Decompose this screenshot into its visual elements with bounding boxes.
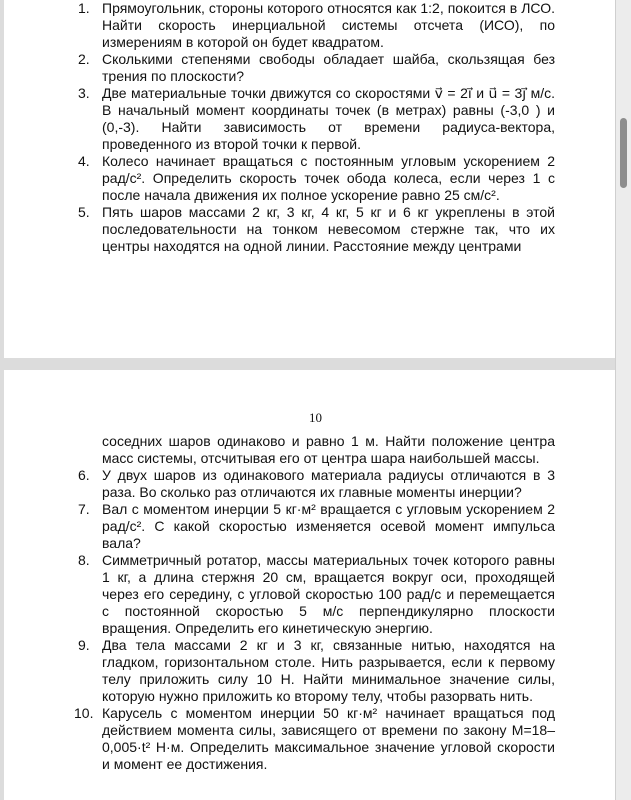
item-text: Прямоугольник, стороны которого относятся как 1:2, покоится в ЛСО. Найти скорость инерциальной системы отсчета (ИСО), по измерениям в которой он будет квадратом. (102, 0, 555, 50)
item-text: Два тела массами 2 кг и 3 кг, связанные нитью, находятся на гладком, горизонтальном столе. Нить разрывается, если к первому телу приложить силу 10 Н. Найти минимальное значение силы, которую нужно приложить ко второму телу, чтобы разорвать нить. (102, 637, 555, 704)
list-item (0, 467, 612, 501)
item-number: 10. (74, 705, 94, 721)
list-item (0, 204, 612, 255)
item-number: 7. (78, 501, 90, 517)
item-text: Сколькими степенями свободы обладает шайба, скользящая без трения по плоскости? (102, 51, 555, 84)
list-item (0, 51, 612, 85)
item-text: Колесо начинает вращаться с постоянным угловым ускорением 2 рад/с². Определить скорость точек обода колеса, если через 1 с после начала движения их полное ускорение равно 25 см/с². (102, 153, 555, 203)
item-number: 8. (78, 552, 90, 568)
list-item (0, 85, 612, 153)
list-item (0, 501, 612, 552)
problem-list-page-2 (0, 433, 612, 773)
item-text: У двух шаров из одинакового материала радиусы отличаются в 3 раза. Во сколько раз отличаются их главные моменты инерции? (102, 467, 555, 500)
item-number: 2. (78, 51, 90, 67)
continuation-text-block (0, 433, 612, 467)
item-text: Симметричный ротатор, массы материальных точек которого равны 1 кг, а длина стержня 20 см, вращается вокруг оси, проходящей через его середину, с угловой скоростью 100 рад/с и перемещается с постоянной скоростью 5 м/с перпендикулярно плоскости вращения. Определить его кинетическую энергию. (102, 552, 555, 636)
list-item (0, 637, 612, 705)
item-number: 5. (78, 204, 90, 220)
item-number: 3. (78, 85, 90, 101)
item-number: 9. (78, 637, 90, 653)
item-number: 4. (78, 153, 90, 169)
list-item (0, 0, 612, 51)
page-number: 10 (309, 410, 322, 425)
item-text: Вал с моментом инерции 5 кг·м² вращается с угловым ускорением 2 рад/с². С какой скоростью изменяется осевой момент импульса вала? (102, 501, 555, 551)
vertical-scrollbar[interactable] (615, 0, 631, 800)
list-item (0, 552, 612, 637)
item-text: Две материальные точки движутся со скоростями v⃗ = 2ı⃗ и u⃗ = 3ȷ⃗ м/с. В начальный момент координаты точек (в метрах) равны (-3,0 ) и (0,-3). Найти зависимость от времени радиуса-вектора, проведенного из второй точки к первой. (102, 85, 555, 152)
item-text: Карусель с моментом инерции 50 кг·м² начинает вращаться под действием момента силы, зависящего от времени по закону M=18–0,005·t² Н·м. Определить максимальное значение угловой скорости и момент ее достижения. (102, 705, 555, 772)
item-number: 1. (78, 0, 90, 16)
list-item (0, 705, 612, 773)
list-item (0, 153, 612, 204)
item-number: 6. (78, 467, 90, 483)
problem-list-page-1 (0, 0, 612, 255)
continuation-text: соседних шаров одинаково и равно 1 м. Найти положение центра масс системы, отсчитывая его от центра шара наибольшей массы. (102, 433, 555, 466)
scrollbar-thumb[interactable] (620, 118, 627, 188)
item-text: Пять шаров массами 2 кг, 3 кг, 4 кг, 5 кг и 6 кг укреплены в этой последовательности на тонком невесомом стержне так, что их центры находятся на одной линии. Расстояние между центрами (102, 204, 555, 254)
